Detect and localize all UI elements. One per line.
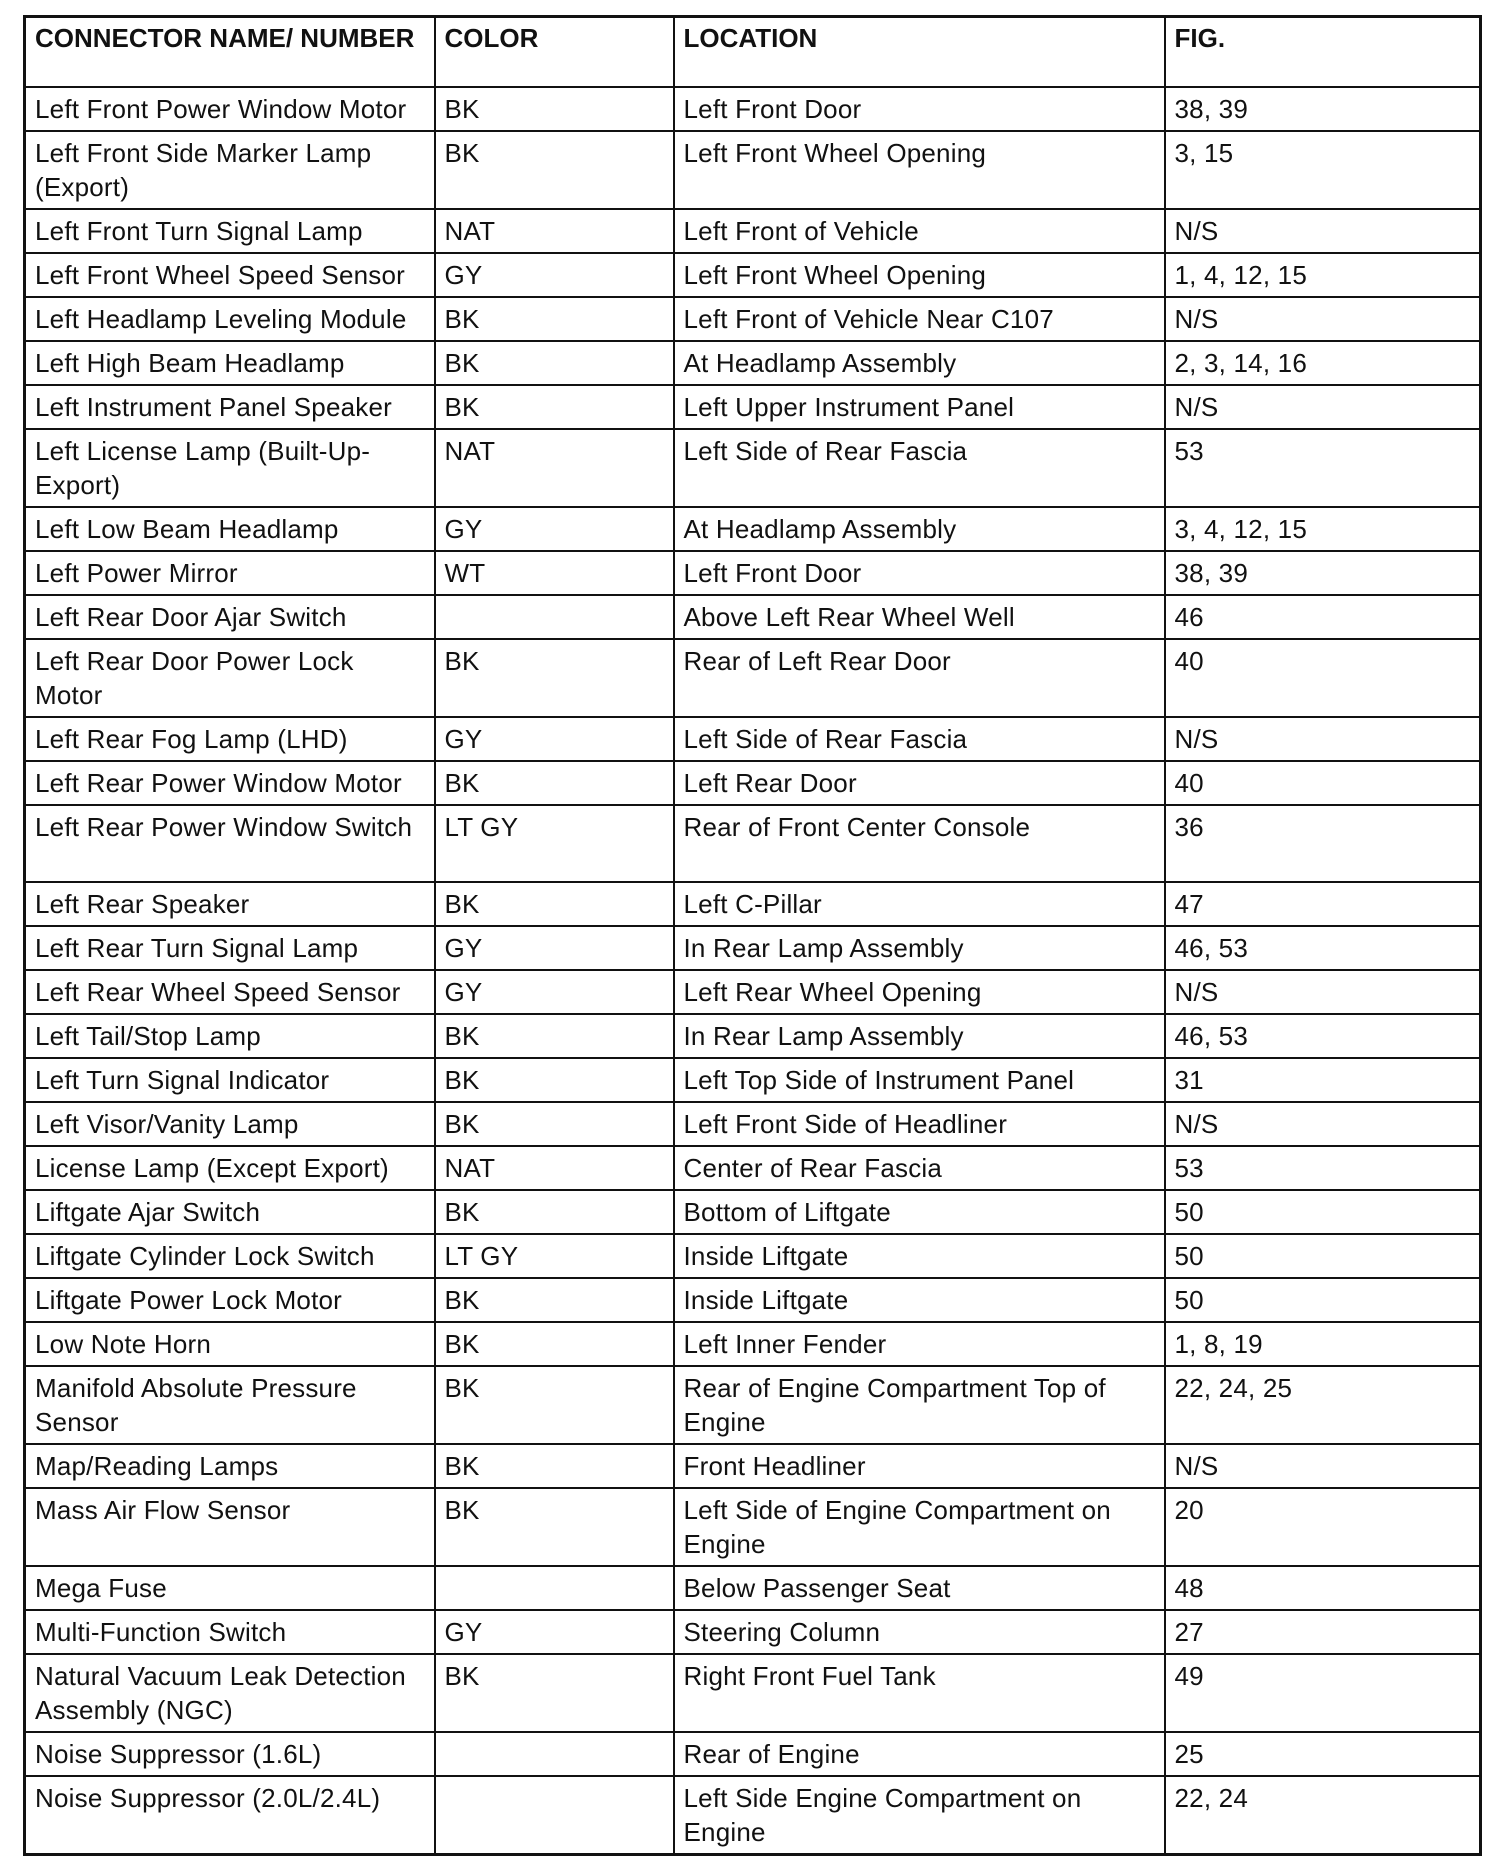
table-row	[25, 87, 1481, 131]
cell-location: Inside Liftgate	[674, 1234, 1165, 1278]
cell-connector-name: Multi-Function Switch	[25, 1610, 435, 1654]
cell-connector-name: Liftgate Power Lock Motor	[25, 1278, 435, 1322]
cell-connector-name: Map/Reading Lamps	[25, 1444, 435, 1488]
cell-location: Below Passenger Seat	[674, 1566, 1165, 1610]
cell-fig: 40	[1165, 761, 1481, 805]
cell-fig: 50	[1165, 1234, 1481, 1278]
cell-location: Center of Rear Fascia	[674, 1146, 1165, 1190]
cell-location: At Headlamp Assembly	[674, 507, 1165, 551]
table-row	[25, 1444, 1481, 1488]
cell-connector-name: Left Headlamp Leveling Module	[25, 297, 435, 341]
table-row	[25, 429, 1481, 507]
cell-location: Rear of Front Center Console	[674, 805, 1165, 882]
cell-connector-name: Left Rear Power Window Motor	[25, 761, 435, 805]
cell-color: BK	[435, 131, 674, 209]
cell-color: BK	[435, 1102, 674, 1146]
header-row	[25, 17, 1481, 87]
cell-connector-name: Left License Lamp (Built-Up-Export)	[25, 429, 435, 507]
cell-fig: 47	[1165, 882, 1481, 926]
cell-connector-name: Left Rear Turn Signal Lamp	[25, 926, 435, 970]
cell-color: BK	[435, 1488, 674, 1566]
cell-color	[435, 1776, 674, 1855]
cell-location: Left Inner Fender	[674, 1322, 1165, 1366]
cell-color: NAT	[435, 209, 674, 253]
cell-fig: 2, 3, 14, 16	[1165, 341, 1481, 385]
table-row	[25, 1488, 1481, 1566]
cell-location: Left Front Wheel Opening	[674, 253, 1165, 297]
cell-connector-name: Left Visor/Vanity Lamp	[25, 1102, 435, 1146]
cell-fig: 53	[1165, 429, 1481, 507]
cell-fig: 1, 4, 12, 15	[1165, 253, 1481, 297]
cell-connector-name: Manifold Absolute Pressure Sensor	[25, 1366, 435, 1444]
cell-color: BK	[435, 1014, 674, 1058]
cell-fig: 22, 24, 25	[1165, 1366, 1481, 1444]
table-row	[25, 970, 1481, 1014]
table-row	[25, 926, 1481, 970]
cell-location: Left Front Side of Headliner	[674, 1102, 1165, 1146]
table-row	[25, 385, 1481, 429]
cell-location: Left Upper Instrument Panel	[674, 385, 1165, 429]
cell-color: BK	[435, 1322, 674, 1366]
cell-connector-name: License Lamp (Except Export)	[25, 1146, 435, 1190]
cell-location: Rear of Engine Compartment Top of Engine	[674, 1366, 1165, 1444]
cell-color: BK	[435, 1654, 674, 1732]
table-row	[25, 1566, 1481, 1610]
table-row	[25, 1146, 1481, 1190]
cell-fig: 46, 53	[1165, 1014, 1481, 1058]
cell-location: Left Rear Door	[674, 761, 1165, 805]
cell-fig: N/S	[1165, 385, 1481, 429]
cell-connector-name: Left Front Turn Signal Lamp	[25, 209, 435, 253]
cell-location: Left Top Side of Instrument Panel	[674, 1058, 1165, 1102]
cell-fig: N/S	[1165, 1102, 1481, 1146]
header-location: LOCATION	[674, 17, 1165, 87]
cell-fig: 3, 15	[1165, 131, 1481, 209]
table-row	[25, 1190, 1481, 1234]
cell-fig: N/S	[1165, 970, 1481, 1014]
cell-connector-name: Mass Air Flow Sensor	[25, 1488, 435, 1566]
cell-color: BK	[435, 87, 674, 131]
cell-location: Bottom of Liftgate	[674, 1190, 1165, 1234]
table-row	[25, 507, 1481, 551]
table-row	[25, 551, 1481, 595]
table-row	[25, 1234, 1481, 1278]
cell-fig: N/S	[1165, 297, 1481, 341]
cell-fig: 46, 53	[1165, 926, 1481, 970]
cell-location: Inside Liftgate	[674, 1278, 1165, 1322]
cell-connector-name: Left Front Side Marker Lamp (Export)	[25, 131, 435, 209]
cell-color: BK	[435, 1366, 674, 1444]
table-row	[25, 209, 1481, 253]
cell-color: GY	[435, 970, 674, 1014]
cell-color: BK	[435, 297, 674, 341]
cell-fig: N/S	[1165, 209, 1481, 253]
cell-connector-name: Low Note Horn	[25, 1322, 435, 1366]
table-row	[25, 131, 1481, 209]
cell-connector-name: Noise Suppressor (1.6L)	[25, 1732, 435, 1776]
table-row	[25, 253, 1481, 297]
cell-location: Left Front Door	[674, 87, 1165, 131]
table-row	[25, 1058, 1481, 1102]
cell-color: GY	[435, 507, 674, 551]
cell-fig: 1, 8, 19	[1165, 1322, 1481, 1366]
cell-location: Rear of Engine	[674, 1732, 1165, 1776]
cell-color: GY	[435, 926, 674, 970]
cell-location: Left C-Pillar	[674, 882, 1165, 926]
cell-connector-name: Left Rear Speaker	[25, 882, 435, 926]
cell-color: GY	[435, 717, 674, 761]
table-row	[25, 1014, 1481, 1058]
table-body	[25, 87, 1481, 1855]
table-row	[25, 1102, 1481, 1146]
cell-color	[435, 595, 674, 639]
header-fig: FIG.	[1165, 17, 1481, 87]
table-header	[25, 17, 1481, 87]
cell-fig: 20	[1165, 1488, 1481, 1566]
cell-color: WT	[435, 551, 674, 595]
cell-connector-name: Left Low Beam Headlamp	[25, 507, 435, 551]
cell-color: BK	[435, 761, 674, 805]
cell-location: Front Headliner	[674, 1444, 1165, 1488]
cell-color: LT GY	[435, 1234, 674, 1278]
cell-color: BK	[435, 639, 674, 717]
cell-color: BK	[435, 1190, 674, 1234]
table-row	[25, 1732, 1481, 1776]
cell-fig: 31	[1165, 1058, 1481, 1102]
cell-fig: 22, 24	[1165, 1776, 1481, 1855]
table-row	[25, 805, 1481, 882]
table-row	[25, 1322, 1481, 1366]
cell-fig: 38, 39	[1165, 87, 1481, 131]
cell-fig: N/S	[1165, 1444, 1481, 1488]
cell-connector-name: Left Rear Wheel Speed Sensor	[25, 970, 435, 1014]
cell-location: Steering Column	[674, 1610, 1165, 1654]
cell-fig: 27	[1165, 1610, 1481, 1654]
connector-table-sheet	[23, 15, 1479, 1856]
table-row	[25, 297, 1481, 341]
cell-connector-name: Left Front Wheel Speed Sensor	[25, 253, 435, 297]
cell-connector-name: Left Rear Fog Lamp (LHD)	[25, 717, 435, 761]
cell-location: Left Front of Vehicle Near C107	[674, 297, 1165, 341]
cell-color: BK	[435, 341, 674, 385]
cell-fig: 46	[1165, 595, 1481, 639]
header-color: COLOR	[435, 17, 674, 87]
cell-location: Left Side of Rear Fascia	[674, 429, 1165, 507]
cell-fig: 53	[1165, 1146, 1481, 1190]
cell-location: In Rear Lamp Assembly	[674, 926, 1165, 970]
cell-connector-name: Natural Vacuum Leak Detection Assembly (NGC)	[25, 1654, 435, 1732]
cell-fig: 48	[1165, 1566, 1481, 1610]
cell-connector-name: Noise Suppressor (2.0L/2.4L)	[25, 1776, 435, 1855]
cell-location: Left Side Engine Compartment on Engine	[674, 1776, 1165, 1855]
table-row	[25, 1278, 1481, 1322]
cell-location: Left Side of Engine Compartment on Engine	[674, 1488, 1165, 1566]
cell-fig: 40	[1165, 639, 1481, 717]
cell-color: BK	[435, 1278, 674, 1322]
cell-connector-name: Left Rear Door Ajar Switch	[25, 595, 435, 639]
cell-fig: 49	[1165, 1654, 1481, 1732]
cell-connector-name: Left Instrument Panel Speaker	[25, 385, 435, 429]
cell-connector-name: Liftgate Cylinder Lock Switch	[25, 1234, 435, 1278]
cell-color: NAT	[435, 429, 674, 507]
table-row	[25, 882, 1481, 926]
cell-location: Left Rear Wheel Opening	[674, 970, 1165, 1014]
cell-color: LT GY	[435, 805, 674, 882]
cell-fig: 3, 4, 12, 15	[1165, 507, 1481, 551]
cell-connector-name: Mega Fuse	[25, 1566, 435, 1610]
table-row	[25, 717, 1481, 761]
cell-color: BK	[435, 1058, 674, 1102]
cell-connector-name: Liftgate Ajar Switch	[25, 1190, 435, 1234]
cell-color: NAT	[435, 1146, 674, 1190]
header-connector-name: CONNECTOR NAME/ NUMBER	[25, 17, 435, 87]
table-row	[25, 639, 1481, 717]
table-row	[25, 761, 1481, 805]
cell-fig: 38, 39	[1165, 551, 1481, 595]
cell-fig: 36	[1165, 805, 1481, 882]
table-row	[25, 1366, 1481, 1444]
table-row	[25, 1654, 1481, 1732]
connector-table	[23, 15, 1482, 1856]
cell-location: Left Front Door	[674, 551, 1165, 595]
cell-color: GY	[435, 1610, 674, 1654]
table-row	[25, 1776, 1481, 1855]
cell-fig: 50	[1165, 1190, 1481, 1234]
cell-connector-name: Left Front Power Window Motor	[25, 87, 435, 131]
cell-location: At Headlamp Assembly	[674, 341, 1165, 385]
cell-color: GY	[435, 253, 674, 297]
cell-connector-name: Left Tail/Stop Lamp	[25, 1014, 435, 1058]
cell-fig: 25	[1165, 1732, 1481, 1776]
table-row	[25, 341, 1481, 385]
cell-location: Right Front Fuel Tank	[674, 1654, 1165, 1732]
cell-connector-name: Left Power Mirror	[25, 551, 435, 595]
cell-color: BK	[435, 385, 674, 429]
cell-location: Above Left Rear Wheel Well	[674, 595, 1165, 639]
cell-connector-name: Left Turn Signal Indicator	[25, 1058, 435, 1102]
cell-fig: 50	[1165, 1278, 1481, 1322]
cell-fig: N/S	[1165, 717, 1481, 761]
cell-location: In Rear Lamp Assembly	[674, 1014, 1165, 1058]
cell-connector-name: Left Rear Power Window Switch	[25, 805, 435, 882]
cell-location: Left Front of Vehicle	[674, 209, 1165, 253]
table-row	[25, 1610, 1481, 1654]
cell-connector-name: Left Rear Door Power Lock Motor	[25, 639, 435, 717]
table-row	[25, 595, 1481, 639]
cell-color: BK	[435, 1444, 674, 1488]
cell-location: Left Side of Rear Fascia	[674, 717, 1165, 761]
cell-color	[435, 1566, 674, 1610]
cell-connector-name: Left High Beam Headlamp	[25, 341, 435, 385]
cell-color: BK	[435, 882, 674, 926]
cell-location: Rear of Left Rear Door	[674, 639, 1165, 717]
cell-location: Left Front Wheel Opening	[674, 131, 1165, 209]
cell-color	[435, 1732, 674, 1776]
